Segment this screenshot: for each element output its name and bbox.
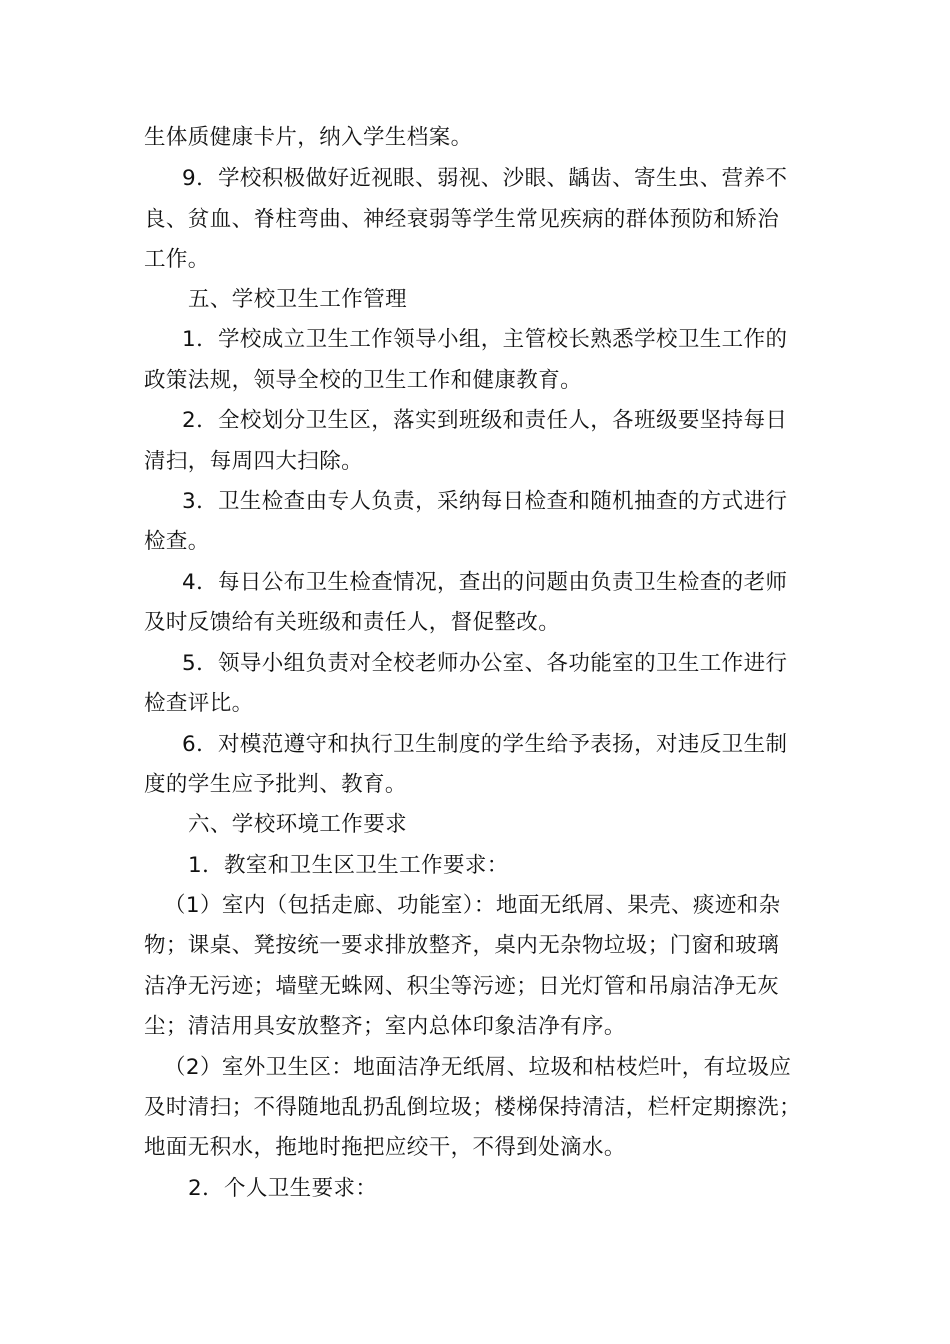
- paren-item-1: （1）室内（包括走廊、功能室）：地面无纸屑、果壳、痰迹和杂: [164, 893, 781, 918]
- text-line: 工作。: [144, 247, 210, 272]
- paren-item-2: （2）室外卫生区：地面洁净无纸屑、垃圾和枯枝烂叶，有垃圾应: [164, 1055, 792, 1080]
- text-line: 生体质健康卡片，纳入学生档案。: [144, 125, 473, 150]
- text-line: 及时反馈给有关班级和责任人，督促整改。: [144, 610, 561, 635]
- sub-heading-2: 2．个人卫生要求：: [188, 1176, 378, 1201]
- text-line: 及时清扫；不得随地乱扔乱倒垃圾；楼梯保持清洁，栏杆定期擦洗；: [144, 1095, 802, 1120]
- text-line: 良、贫血、脊柱弯曲、神经衰弱等学生常见疾病的群体预防和矫治: [144, 207, 780, 232]
- text-line: 政策法规，领导全校的卫生工作和健康教育。: [144, 368, 583, 393]
- numbered-item-1: 1．学校成立卫生工作领导小组，主管校长熟悉学校卫生工作的: [182, 327, 788, 352]
- text-line: 度的学生应予批判、教育。: [144, 772, 407, 797]
- numbered-item-5: 5．领导小组负责对全校老师办公室、各功能室的卫生工作进行: [182, 651, 788, 676]
- numbered-item-6: 6．对模范遵守和执行卫生制度的学生给予表扬，对违反卫生制: [182, 732, 788, 757]
- text-line: 地面无积水，拖地时拖把应绞干，不得到处滴水。: [144, 1135, 626, 1160]
- text-line: 检查。: [144, 529, 210, 554]
- numbered-item-4: 4．每日公布卫生检查情况，查出的问题由负责卫生检查的老师: [182, 570, 788, 595]
- text-line: 检查评比。: [144, 691, 254, 716]
- text-line: 清扫，每周四大扫除。: [144, 449, 364, 474]
- numbered-item-3: 3．卫生检查由专人负责，采纳每日检查和随机抽查的方式进行: [182, 489, 788, 514]
- text-line: 尘；清洁用具安放整齐；室内总体印象洁净有序。: [144, 1014, 626, 1039]
- section-heading-5: 五、学校卫生工作管理: [188, 287, 408, 312]
- numbered-item-9: 9．学校积极做好近视眼、弱视、沙眼、龋齿、寄生虫、营养不: [182, 166, 788, 191]
- text-line: 物；课桌、凳按统一要求排放整齐，桌内无杂物垃圾；门窗和玻璃: [144, 933, 780, 958]
- sub-heading-1: 1．教室和卫生区卫生工作要求：: [188, 853, 509, 878]
- text-line: 洁净无污迹；墙壁无蛛网、积尘等污迹；日光灯管和吊扇洁净无灰: [144, 974, 780, 999]
- numbered-item-2: 2．全校划分卫生区，落实到班级和责任人，各班级要坚持每日: [182, 408, 788, 433]
- section-heading-6: 六、学校环境工作要求: [188, 812, 408, 837]
